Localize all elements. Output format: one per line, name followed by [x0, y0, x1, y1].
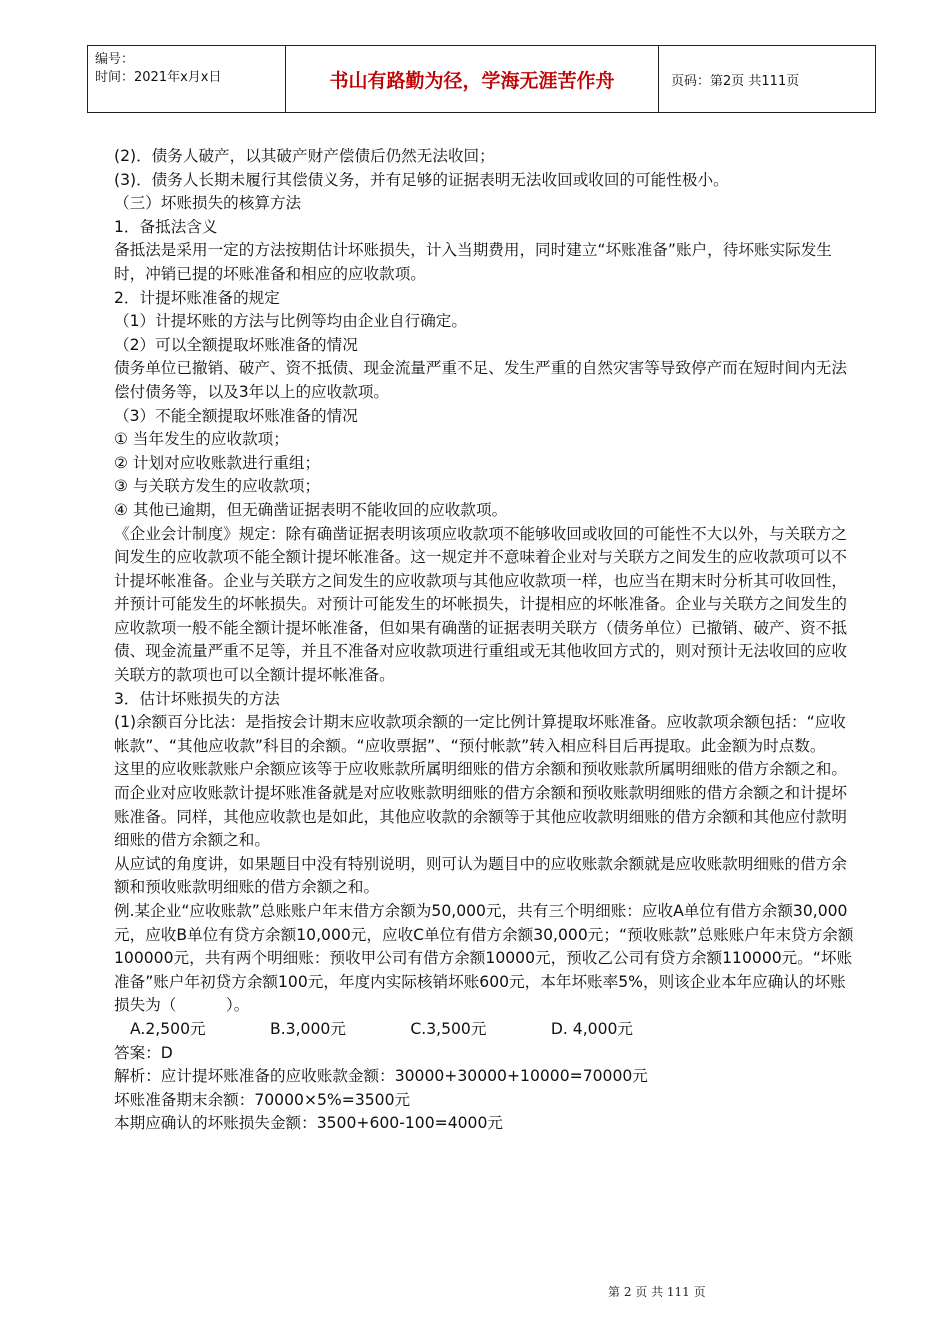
list-item: ② 计划对应收账款进行重组；: [114, 453, 321, 472]
header-meta: [88, 46, 285, 112]
subsection-heading: 2．计提坏账准备的规定: [114, 288, 280, 307]
explanation-line: 坏账准备期末余额：70000×5%=3500元: [114, 1090, 411, 1109]
paragraph: (2)．债务人破产，以其破产财产偿债后仍然无法收回；: [114, 147, 495, 165]
page-header-table: [87, 45, 876, 113]
section-heading: （三）坏账损失的核算方法: [114, 194, 302, 213]
paragraph: 这里的应收账款账户余额应该等于应收账款所属明细账的借方余额和预收账款所属明细账的借方余额之和。而企业对应收账款计提坏账准备就是对应收账款明细账的借方余额和预收账款明细账的借方余额之和计提坏账准备。同样，其他应收款也是如此，其他应收款的余额等于其他应收款明细账的借方余额和其他应付款明细账的借方余额之和。: [114, 760, 847, 850]
header-page-info: 页码：第2页 共111页: [671, 73, 800, 89]
header-number: 编号：: [95, 52, 135, 67]
example-question: 例.某企业“应收账款”总账账户年末借方余额为50,000元，共有三个明细账：应收A单位有借方余额30,000元，应收B单位有贷方余额10,000元，应收C单位有借方余额30,000元；“预收账款”总账账户年末贷方余额100000元，共有两个明细账：预收甲公司有借方余额10000元，预收乙公司有贷方余额110000元。“坏账准备”账户年初贷方余额100元，年度内实际核销坏账600元，本年坏账率5%，则该企业本年应确认的坏账损失为（ ）。: [114, 902, 854, 1015]
paragraph: (1)余额百分比法：是指按会计期末应收款项余额的一定比例计算提取坏账准备。应收款项余额包括：“应收帐款”、“其他应收款”科目的余额。“应收票据”、“预付帐款”转入相应科目后再提取。此金额为时点数。: [114, 713, 846, 755]
list-item: ③ 与关联方发生的应收款项；: [114, 477, 321, 496]
paragraph: （3）不能全额提取坏账准备的情况: [114, 406, 358, 425]
paragraph: （1）计提坏账的方法与比例等均由企业自行确定。: [114, 312, 467, 331]
list-item: ④ 其他已逾期，但无确凿证据表明不能收回的应收款项。: [114, 500, 508, 519]
answer-options: A.2,500元 B.3,000元 C.3,500元 D. 4,000元: [130, 1019, 634, 1038]
list-item: ① 当年发生的应收款项；: [114, 430, 289, 449]
answer: 答案：D: [114, 1043, 173, 1062]
header-time: 时间：2021年x月x日: [95, 70, 222, 85]
document-body: [114, 145, 854, 1136]
header-motto: 书山有路勤为径，学海无涯苦作舟: [285, 46, 659, 112]
subsection-heading: 3．估计坏账损失的方法: [114, 689, 280, 708]
explanation-line: 解析：应计提坏账准备的应收账款金额：30000+30000+10000=70000元: [114, 1067, 648, 1086]
paragraph: （2）可以全额提取坏账准备的情况: [114, 335, 358, 354]
page-footer: 第 2 页 共 111 页: [608, 1285, 706, 1299]
paragraph: 债务单位已撤销、破产、资不抵债、现金流量严重不足、发生严重的自然灾害等导致停产而在短时间内无法偿付债务等，以及3年以上的应收款项。: [114, 359, 847, 401]
subsection-heading: 1．备抵法含义: [114, 217, 218, 236]
paragraph: (3)．债务人长期未履行其偿债义务，并有足够的证据表明无法收回或收回的可能性极小。: [114, 170, 729, 189]
paragraph: 从应试的角度讲，如果题目中没有特别说明，则可认为题目中的应收账款余额就是应收账款明细账的借方余额和预收账款明细账的借方余额之和。: [114, 854, 847, 897]
explanation-line: 本期应确认的坏账损失金额：3500+600-100=4000元: [114, 1114, 503, 1133]
paragraph: 《企业会计制度》规定：除有确凿证据表明该项应收款项不能够收回或收回的可能性不大以外，与关联方之间发生的应收款项不能全额计提坏帐准备。这一规定并不意味着企业对与关联方之间发生的应收款项可以不计提坏帐准备。企业与关联方之间发生的应收款项与其他应收款项一样，也应当在期末时分析其可收回性，并预计可能发生的坏帐损失。对预计可能发生的坏帐损失，计提相应的坏帐准备。企业与关联方之间发生的应收款项一般不能全额计提坏帐准备，但如果有确凿的证据表明关联方（债务单位）已撤销、破产、资不抵债、现金流量严重不足等，并且不准备对应收款项进行重组或无其他收回方式的，则对预计无法收回的应收关联方的款项也可以全额计提坏帐准备。: [114, 524, 847, 685]
paragraph: 备抵法是采用一定的方法按期估计坏账损失，计入当期费用，同时建立“坏账准备”账户，待坏账实际发生时，冲销已提的坏账准备和相应的应收款项。: [114, 241, 832, 283]
